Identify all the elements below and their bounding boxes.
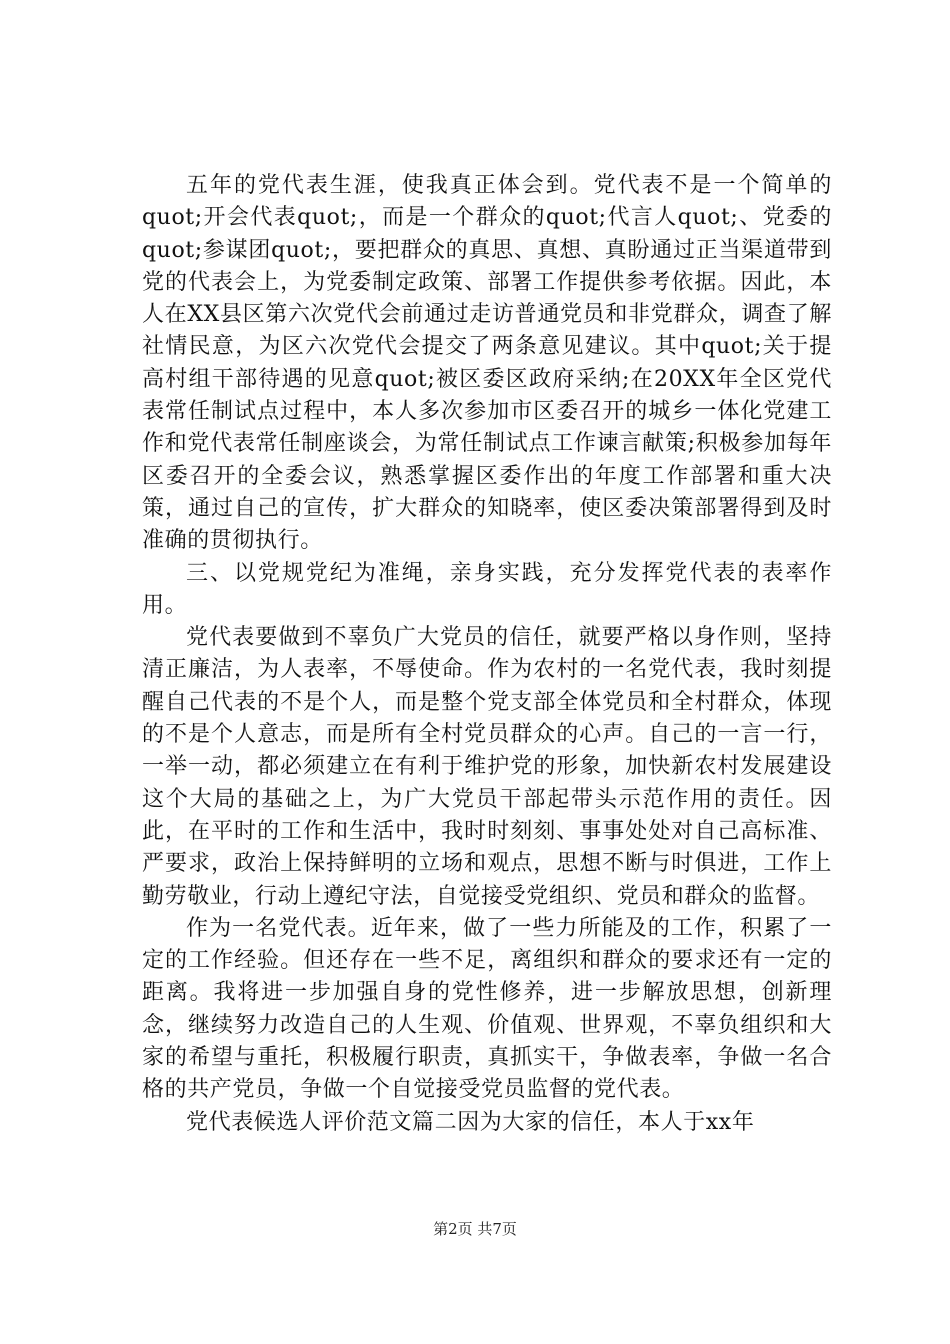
document-body [142,170,832,1139]
paragraph: 五年的党代表生涯，使我真正体会到。党代表不是一个简单的quot;开会代表quot;，而是一个群众的quot;代言人quot;、党委的quot;参谋团quot;，要把群众的真思、真想、真盼通过正当渠道带到党的代表会上，为党委制定政策、部署工作提供参考依据。因此，本人在XX县区第六次党代会前通过走访普通党员和非党群众，调查了解社情民意，为区六次党代会提交了两条意见建议。其中quot;关于提高村组干部待遇的见意quot;被区委区政府采纳;在20XX年全区党代表常任制试点过程中，本人多次参加市区委召开的城乡一体化党建工作和党代表常任制座谈会，为常任制试点工作谏言献策;积极参加每年区委召开的全委会议，熟悉掌握区委作出的年度工作部署和重大决策，通过自己的宣传，扩大群众的知晓率，使区委决策部署得到及时准确的贯彻执行。 [142,173,832,554]
paragraph: 党代表要做到不辜负广大党员的信任，就要严格以身作则，坚持清正廉洁，为人表率，不辱使命。作为农村的一名党代表，我时刻提醒自己代表的不是个人，而是整个党支部全体党员和全村群众，体现的不是个人意志，而是所有全村党员群众的心声。自己的一言一行，一举一动，都必须建立在有利于维护党的形象，加快新农村发展建设这个大局的基础之上，为广大党员干部起带头示范作用的责任。因此，在平时的工作和生活中，我时时刻刻、事事处处对自己高标准、严要求，政治上保持鲜明的立场和观点，思想不断与时俱进，工作上勤劳敬业，行动上遵纪守法，自觉接受党组织、党员和群众的监督。 [142,625,832,909]
paragraph: 作为一名党代表。近年来，做了一些力所能及的工作，积累了一定的工作经验。但还存在一些不足，离组织和群众的要求还有一定的距离。我将进一步加强自身的党性修养，进一步解放思想，创新理念，继续努力改造自己的人生观、价值观、世界观，不辜负组织和大家的希望与重托，积极履行职责，真抓实干，争做表率，争做一名合格的共产党员，争做一个自觉接受党员监督的党代表。 [142,915,832,1103]
paragraph: 党代表候选人评价范文篇二因为大家的信任，本人于xx年 [186,1109,755,1135]
page-footer: 第2页 共7页 [433,1220,517,1238]
paragraph: 三、以党规党纪为准绳，亲身实践，充分发挥党代表的表率作用。 [142,560,832,618]
